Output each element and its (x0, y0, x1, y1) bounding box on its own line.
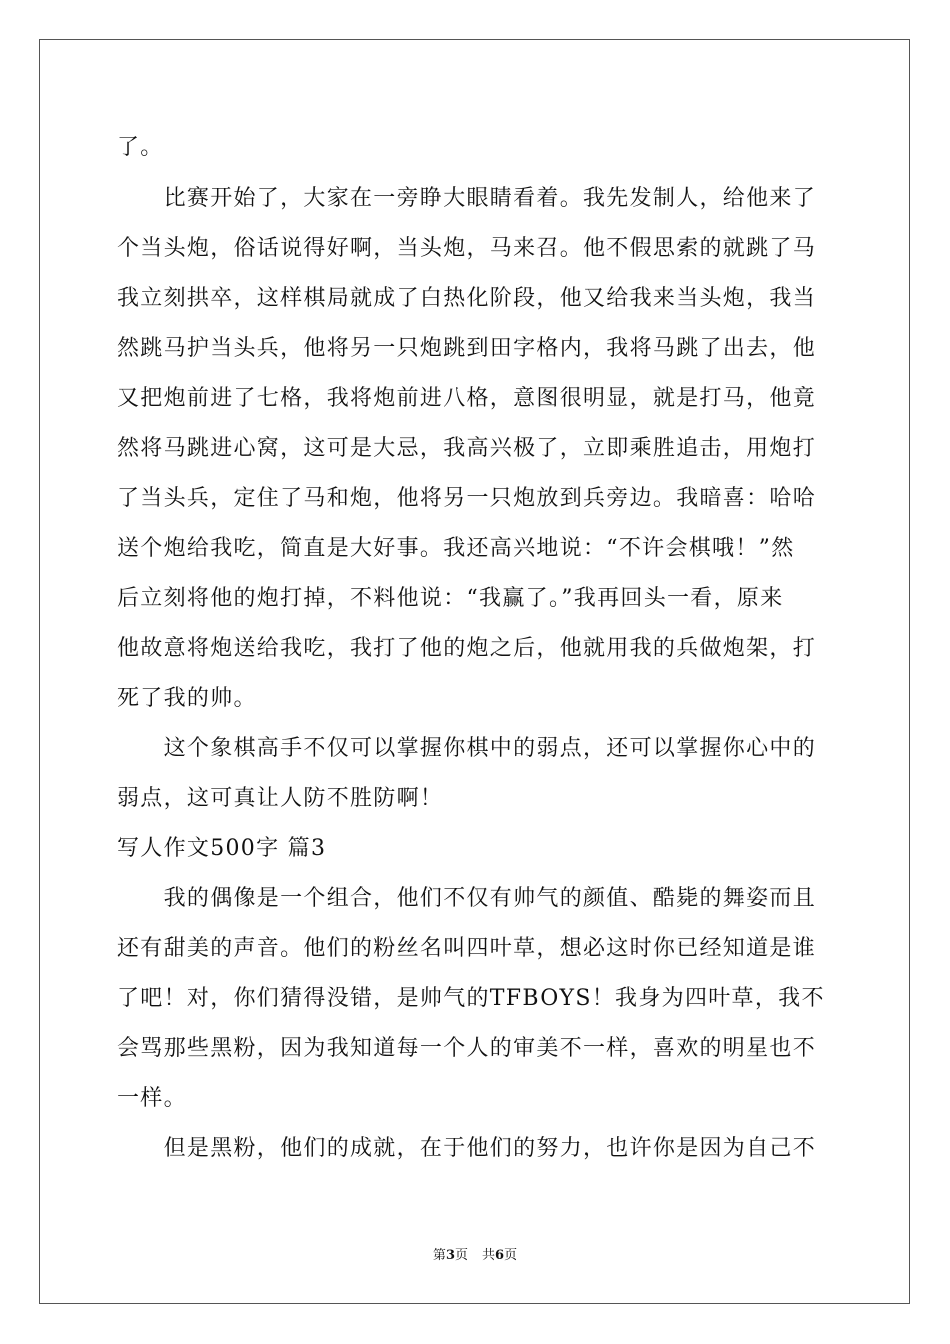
text-line: 他故意将炮送给我吃，我打了他的炮之后，他就用我的兵做炮架，打 (117, 636, 817, 661)
text-line: 了吧！对，你们猜得没错，是帅气的TFBOYS！我身为四叶草，我不 (117, 986, 825, 1011)
text-line: 送个炮给我吃，简直是大好事。我还高兴地说：“不许会棋哦！”然 (117, 536, 795, 561)
text-line: 会骂那些黑粉，因为我知道每一个人的审美不一样，喜欢的明星也不 (117, 1036, 817, 1061)
page-suffix: 页 (454, 1248, 468, 1263)
text-line: 然将马跳进心窝，这可是大忌，我高兴极了，立即乘胜追击，用炮打 (117, 436, 817, 461)
text-line: 了。 (117, 135, 164, 160)
total-suffix: 页 (504, 1248, 518, 1263)
page-prefix: 第 (432, 1248, 446, 1263)
page-border (39, 39, 910, 1304)
text-line: 了当头兵，定住了马和炮，他将另一只炮放到兵旁边。我暗喜：哈哈 (117, 486, 817, 511)
total-prefix: 共 (482, 1248, 496, 1263)
text-line: 比赛开始了，大家在一旁睁大眼睛看着。我先发制人，给他来了 (117, 186, 817, 211)
text-line: 还有甜美的声音。他们的粉丝名叫四叶草，想必这时你已经知道是谁 (117, 936, 817, 961)
page-total: 6 (495, 1248, 505, 1263)
text-line: 但是黑粉，他们的成就，在于他们的努力，也许你是因为自己不 (117, 1136, 817, 1161)
text-line: 然跳马护当头兵，他将另一只炮跳到田字格内，我将马跳了出去，他 (117, 336, 817, 361)
page-footer (0, 1247, 950, 1265)
text-line: 弱点，这可真让人防不胜防啊！ (117, 786, 444, 811)
page-current: 3 (445, 1248, 455, 1263)
text-line: 又把炮前进了七格，我将炮前进八格，意图很明显，就是打马，他竟 (117, 386, 817, 411)
text-line: 我的偶像是一个组合，他们不仅有帅气的颜值、酷毙的舞姿而且 (117, 886, 817, 911)
text-line: 一样。 (117, 1086, 187, 1111)
text-line: 这个象棋高手不仅可以掌握你棋中的弱点，还可以掌握你心中的 (117, 736, 817, 761)
text-line: 个当头炮，俗话说得好啊，当头炮，马来召。他不假思索的就跳了马 (117, 236, 817, 261)
text-line: 我立刻拱卒，这样棋局就成了白热化阶段，他又给我来当头炮，我当 (117, 286, 817, 311)
section-heading: 写人作文500字 篇3 (117, 836, 327, 861)
text-line: 后立刻将他的炮打掉，不料他说：“我赢了。”我再回头一看，原来 (117, 586, 784, 611)
text-line: 死了我的帅。 (117, 686, 257, 711)
